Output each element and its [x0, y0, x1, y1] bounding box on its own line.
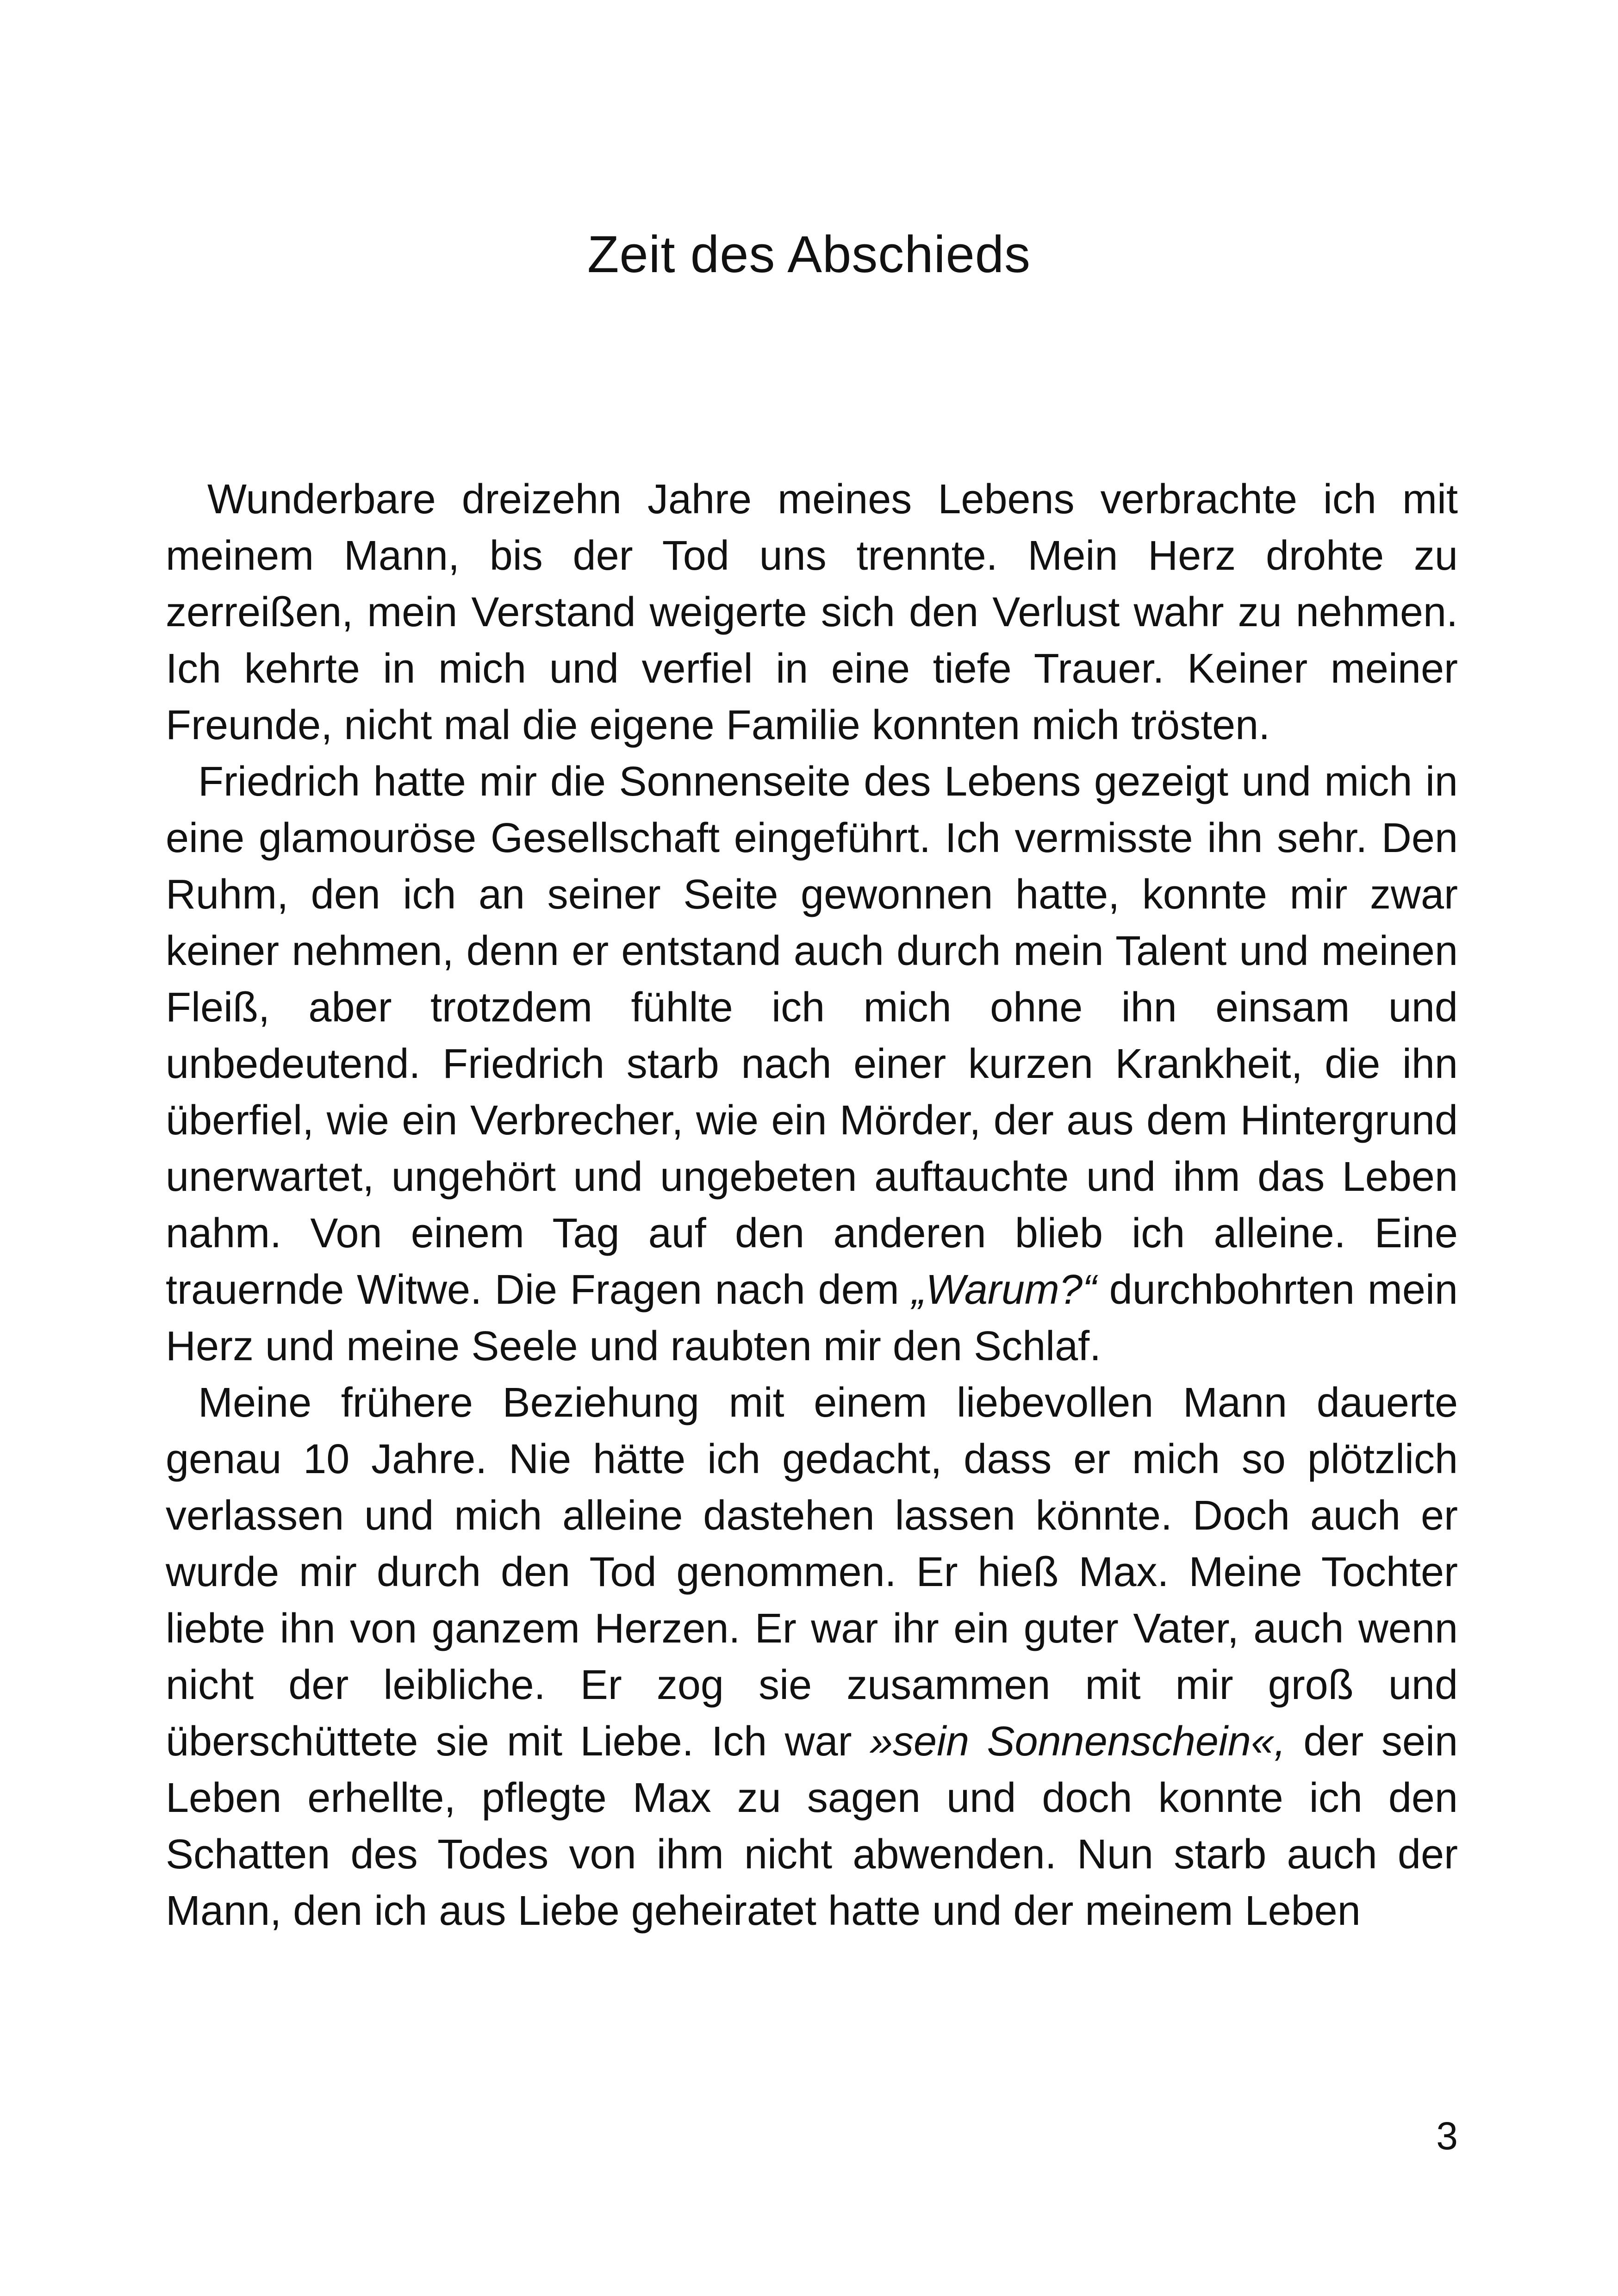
paragraph-2-text-b: durchbohrten mein Herz und meine Seele und raubten mir den Schlaf.	[166, 1267, 1458, 1369]
paragraph-1	[166, 471, 1458, 753]
paragraph-3	[166, 1375, 1458, 1939]
chapter-body	[166, 471, 1458, 1939]
chapter-title: Zeit des Abschieds	[587, 225, 1031, 283]
paragraph-2	[166, 753, 1458, 1375]
paragraph-2-quote: „Warum?“	[912, 1267, 1096, 1313]
page-number: 3	[1436, 2114, 1458, 2158]
paragraph-3-text-b: der sein Leben erhellte, pflegte Max zu sagen und doch konnte ich den Schatten des Todes von ihm nicht abwenden. Nun starb auch der Mann, den ich aus Liebe geheiratet hatte und der meinem Leben	[166, 1718, 1458, 1934]
paragraph-3-text-a: Meine frühere Beziehung mit einem liebevollen Mann dauerte genau 10 Jahre. Nie hätte ich gedacht, dass er mich so plötzlich verlassen und mich alleine dastehen lassen könnte. Doch auch er wurde mir durch den Tod genommen. Er hieß Max. Meine Tochter liebte ihn von ganzem Herzen. Er war ihr ein guter Vater, auch wenn nicht der leibliche. Er zog sie zusammen mit mir groß und überschüttete sie mit Liebe. Ich war	[166, 1380, 1458, 1765]
paragraph-2-text-a: Friedrich hatte mir die Sonnenseite des Lebens gezeigt und mich in eine glamouröse Gesellschaft eingeführt. Ich vermisste ihn sehr. Den Ruhm, den ich an seiner Seite gewonnen hatte, konnte mir zwar keiner nehmen, denn er entstand auch durch mein Talent und meinen Fleiß, aber trotzdem fühlte ich mich ohne ihn einsam und unbedeutend. Friedrich starb nach einer kurzen Krankheit, die ihn überfiel, wie ein Verbrecher, wie ein Mörder, der aus dem Hintergrund unerwartet, ungehört und ungebeten auftauchte und ihm das Leben nahm. Von einem Tag auf den anderen blieb ich alleine. Eine trauernde Witwe. Die Fragen nach dem	[166, 759, 1458, 1313]
paragraph-3-quote: »sein Sonnenschein«,	[869, 1718, 1286, 1765]
paragraph-1-text: Wunderbare dreizehn Jahre meines Lebens verbrachte ich mit meinem Mann, bis der Tod uns trennte. Mein Herz drohte zu zerreißen, mein Verstand weigerte sich den Verlust wahr zu nehmen. Ich kehrte in mich und verfiel in eine tiefe Trauer. Keiner meiner Freunde, nicht mal die eigene Familie konnten mich trösten.	[166, 476, 1458, 748]
